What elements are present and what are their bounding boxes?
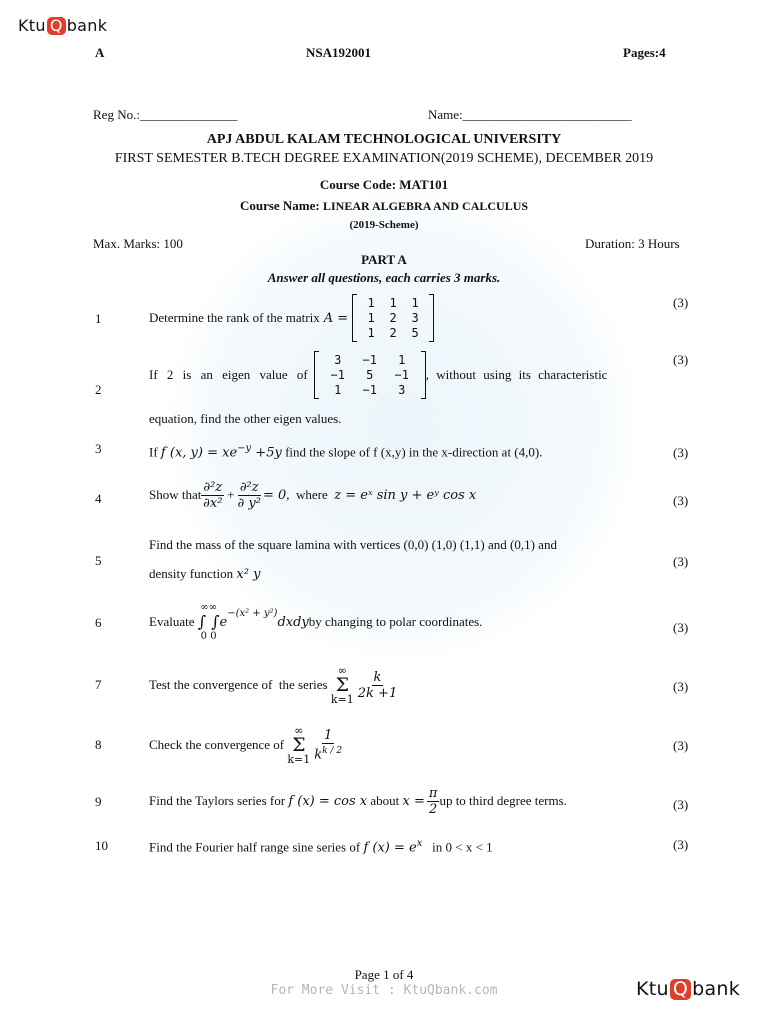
logo-q-badge: Q (47, 17, 66, 35)
question-2-text: If 2 is an eigen value of 3 −1 1 −1 5 −1 1 −1 3 , without using its characteristic (149, 350, 654, 400)
course-name-label: Course Name: (239, 198, 323, 213)
part-instruction: Answer all questions, each carries 3 marks. (267, 270, 501, 285)
question-number: 2 (95, 382, 102, 397)
question-number: 7 (95, 677, 102, 692)
question-5-line-1: Find the mass of the square lamina with vertices (0,0) (1,0) (1,1) and (0,1) and (149, 537, 557, 552)
question-marks: (3) (673, 352, 689, 367)
question-9-text: Find the Taylors series for f (x) = cos x about x = $\frac{\pi}{2}$ up to third degree terms. (149, 785, 567, 817)
question-number: 9 (95, 794, 102, 809)
course-name-value: LINEAR ALGEBRA AND CALCULUS (323, 199, 529, 213)
university-title: APJ ABDUL KALAM TECHNOLOGICAL UNIVERSITY (206, 132, 562, 147)
question-marks: (3) (673, 738, 689, 753)
part-title: PART A (361, 252, 407, 267)
logo-text-pre: Ktu (18, 16, 46, 35)
page-count: Pages:4 (623, 45, 666, 60)
duration: Duration: 3 Hours (585, 236, 680, 251)
question-4-text: Show that $\frac{\text{∂²z}}{\text{∂x²}}$ + $\frac{\text{∂²z}}{\text{∂ y²}}$ = 0 , where z = eˣ sin y + eʸ cos x (149, 479, 477, 511)
name-field: Name:__________________________ (428, 107, 632, 122)
max-marks: Max. Marks: 100 (93, 236, 183, 251)
question-number: 1 (95, 311, 102, 326)
ktuqbank-logo-bottom (636, 978, 740, 1000)
logo-text-post: bank (692, 978, 741, 1000)
question-1-text: Determine the rank of the matrix A = 1 1 1 1 2 3 1 2 5 (149, 293, 434, 343)
question-marks: (3) (673, 295, 689, 310)
exam-title: FIRST SEMESTER B.TECH DEGREE EXAMINATION(2019 SCHEME), DECEMBER 2019 (114, 151, 654, 166)
ktuqbank-logo-top (18, 16, 107, 35)
question-2-text-cont: equation, find the other eigen values. (149, 411, 342, 426)
paper-set-letter: A (95, 45, 105, 60)
question-marks: (3) (673, 445, 689, 460)
logo-text-post: bank (66, 16, 108, 35)
page-number: Page 1 of 4 (354, 967, 414, 982)
question-marks: (3) (673, 837, 689, 852)
question-7-text: Test the convergence of the series ∞ Σ k=1 $\frac{k}{2k +1}$ (149, 664, 398, 706)
question-8-text: Check the convergence of ∞ Σ k=1 $\frac{1}{k^{k / 2}}$ (149, 724, 343, 766)
question-marks: (3) (673, 679, 689, 694)
question-number: 4 (95, 491, 102, 506)
matrix-a: 1 1 1 1 2 3 1 2 5 (352, 294, 434, 342)
question-6-text: Evaluate ∞∞ ∫ ∫ 0 0 e $^{-(x^2 + y^2)}$ dxdy by changing to polar coordinates. (149, 602, 483, 642)
question-marks: (3) (673, 554, 689, 569)
paper-code: NSA192001 (306, 45, 372, 60)
question-marks: (3) (673, 493, 689, 508)
question-3-text: If f (x, $y) = xe^{-y} +5y$ find the slope of f (x,y) in the x-direction at (4,0). (149, 443, 543, 461)
question-marks: (3) (673, 620, 689, 635)
reg-no-field: Reg No.:_______________ (93, 107, 238, 122)
question-number: 8 (95, 737, 102, 752)
question-number: 10 (95, 838, 108, 853)
question-marks: (3) (673, 797, 689, 812)
logo-q-badge: Q (670, 979, 691, 1000)
course-name (0, 198, 768, 214)
question-5-line-2: density function x² y (149, 566, 261, 582)
scheme: (2019-Scheme) (349, 219, 419, 231)
question-number: 6 (95, 615, 102, 630)
visit-url[interactable]: For More Visit : KtuQbank.com (270, 983, 498, 998)
logo-text-pre: Ktu (636, 978, 669, 1000)
question-number: 3 (95, 441, 102, 456)
course-code: Course Code: MAT101 (319, 177, 449, 192)
question-number: 5 (95, 553, 102, 568)
question-10-text: Find the Fourier half range sine series of f $(x) = e^x$ in 0 < x < 1 (149, 838, 493, 856)
eigen-matrix: 3 −1 1 −1 5 −1 1 −1 3 (314, 351, 426, 399)
